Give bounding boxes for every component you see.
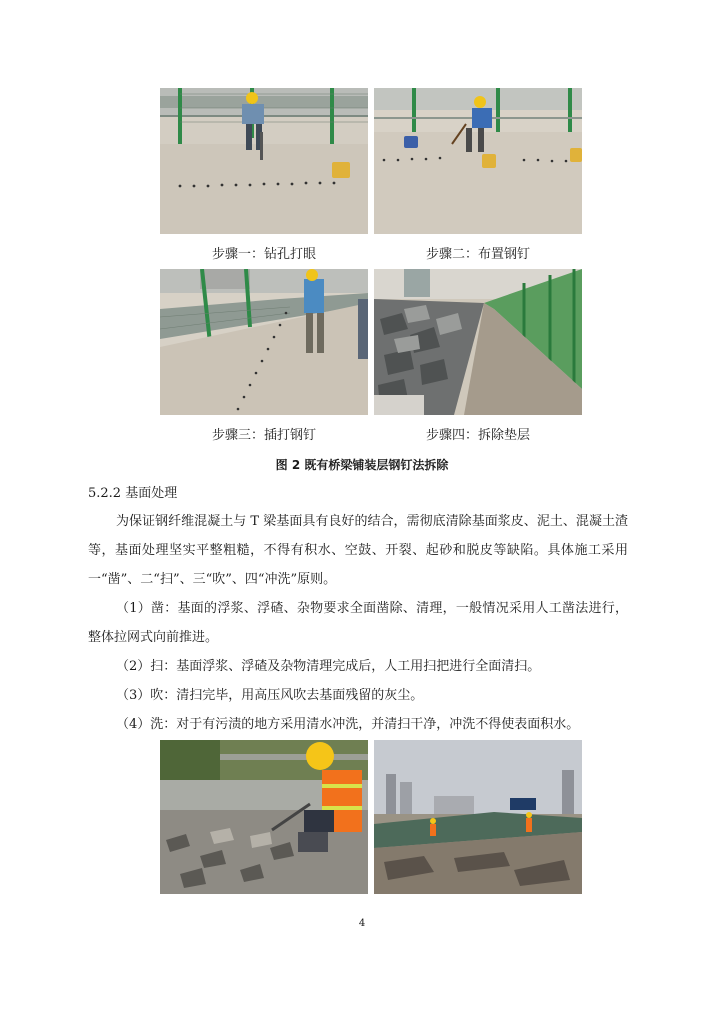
- caption-step-2: 步骤二：布置钢钉: [425, 247, 530, 262]
- figure-title: 图 2 既有桥梁铺装层钢钉法拆除: [275, 458, 449, 472]
- caption-step-4: 步骤四：拆除垫层: [425, 428, 530, 443]
- page-number: 4: [358, 918, 366, 929]
- paragraph-sweep: （2）扫：基面浮浆、浮碴及杂物清理完成后，人工用扫把进行全面清扫。: [116, 659, 541, 674]
- photo-step-4-removing-layer: [374, 269, 582, 415]
- paragraph-wash: （4）洗：对于有污渍的地方采用清水冲洗，并清扫干净，冲洗不得使表面积水。: [116, 717, 580, 732]
- photo-step-2-placing-nails: [374, 88, 582, 234]
- photo-worker-chiseling: [160, 740, 368, 894]
- paragraph-chisel: （1）凿：基面的浮浆、浮碴、杂物要求全面凿除、清理，一般情况采用人工凿法进行，整体拉网式向前推进。: [88, 601, 628, 645]
- photo-step-1-drilling: [160, 88, 368, 234]
- paragraph-blow: （3）吹：清扫完毕，用高压风吹去基面残留的灰尘。: [116, 688, 424, 703]
- photo-site-overview: [374, 740, 582, 894]
- paragraph-intro: 为保证钢纤维混凝土与 T 梁基面具有良好的结合，需彻底清除基面浆皮、泥土、混凝土渣等，基面处理坚实平整粗糙，不得有积水、空鼓、开裂、起砂和脱皮等缺陷。具体施工采用一“凿”、二“扫”、三“吹”、四“冲洗”原则。: [88, 514, 628, 587]
- caption-step-3: 步骤三：插打钢钉: [211, 428, 316, 443]
- section-heading: 5.2.2 基面处理: [88, 486, 178, 501]
- caption-step-1: 步骤一：钻孔打眼: [211, 247, 316, 262]
- photo-step-3-inserting-nails: [160, 269, 368, 415]
